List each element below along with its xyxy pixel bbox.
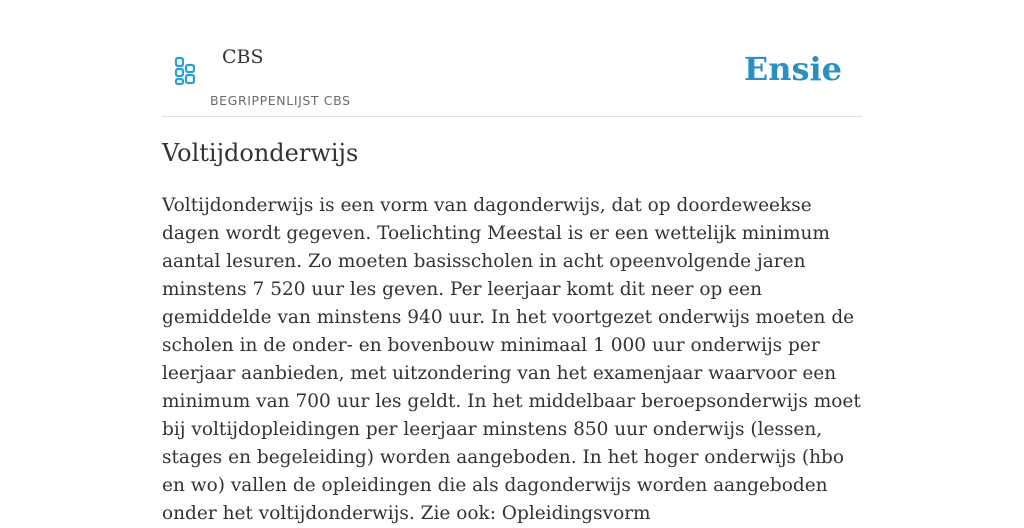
- cbs-logo-icon[interactable]: [174, 56, 198, 86]
- page-header: [162, 0, 862, 117]
- entry-title: Voltijdonderwijs: [162, 139, 359, 167]
- glossary-subtitle[interactable]: BEGRIPPENLIJST CBS: [210, 93, 351, 108]
- entry-definition: Voltijdonderwijs is een vorm van dagonderwijs, dat op doordeweekse dagen wordt gegeven. Toelichting Meestal is er een wettelijk minimum aantal lesuren. Zo moeten basisscholen in acht opeenvolgende jaren minstens 7 520 uur les geven. Per leerjaar komt dit neer op een gemiddelde van minstens 940 uur. In het voortgezet onderwijs moeten de scholen in de onder- en bovenbouw minimaal 1 000 uur onderwijs per leerjaar aanbieden, met uitzondering van het examenjaar waarvoor een minimum van 700 uur les geldt. In het middelbaar beroepsonderwijs moet bij voltijdopleidingen per leerjaar minstens 850 uur onderwijs (lessen, stages en begeleiding) worden aangeboden. In het hoger onderwijs (hbo en wo) vallen de opleidingen die als dagonderwijs worden aangeboden onder het voltijdonderwijs. Zie ook: Opleidingsvorm: [162, 195, 861, 524]
- ensie-brand-logo[interactable]: Ensie: [743, 50, 842, 88]
- org-name[interactable]: CBS: [222, 46, 264, 68]
